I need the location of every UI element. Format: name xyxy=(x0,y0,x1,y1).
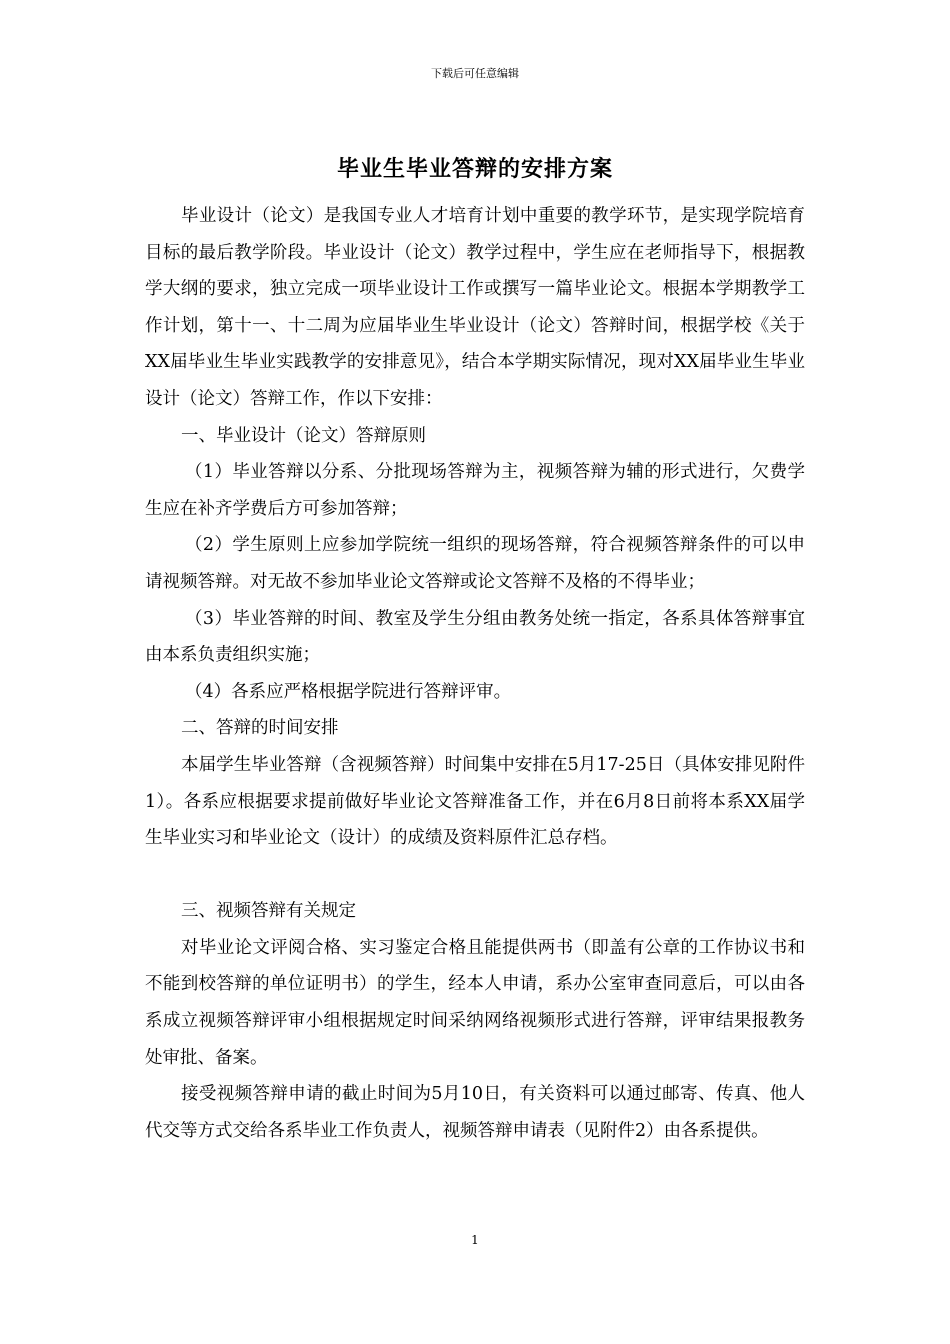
section-1-heading: 一、毕业设计（论文）答辩原则 xyxy=(181,425,426,446)
document-title: 毕业生毕业答辩的安排方案 xyxy=(336,157,613,182)
section-1-item-2: （2）学生原则上应参加学院统一组织的现场答辩，符合视频答辩条件的可以申请视频答辩。对无故不参加毕业论文答辩或论文答辩不及格的不得毕业； xyxy=(145,535,805,592)
section-1-item-4: （4）各系应严格根据学院进行答辩评审。 xyxy=(185,681,512,702)
page-number: 1 xyxy=(471,1233,479,1247)
header-note: 下载后可任意编辑 xyxy=(431,67,519,80)
blank-line xyxy=(145,857,805,894)
section-1-item-1: （1）毕业答辩以分系、分批现场答辩为主，视频答辩为辅的形式进行，欠费学生应在补齐学费后方可参加答辩； xyxy=(145,462,805,519)
section-3-paragraph-1: 对毕业论文评阅合格、实习鉴定合格且能提供两书（即盖有公章的工作协议书和不能到校答辩的单位证明书）的学生，经本人申请，系办公室审查同意后，可以由各系成立视频答辩评审小组根据规定时间采纳网络视频形式进行答辩，评审结果报教务处审批、备案。 xyxy=(145,937,805,1068)
section-3-paragraph-2: 接受视频答辩申请的截止时间为5月10日，有关资料可以通过邮寄、传真、他人代交等方式交给各系毕业工作负责人，视频答辩申请表（见附件2）由各系提供。 xyxy=(145,1084,805,1141)
section-2-heading: 二、答辩的时间安排 xyxy=(181,718,339,739)
section-1-item-3: （3）毕业答辩的时间、教室及学生分组由教务处统一指定，各系具体答辩事宜由本系负责组织实施； xyxy=(145,608,805,666)
section-3-heading: 三、视频答辩有关规定 xyxy=(181,901,356,922)
intro-paragraph: 毕业设计（论文）是我国专业人才培育计划中重要的教学环节，是实现学院培育目标的最后教学阶段。毕业设计（论文）教学过程中，学生应在老师指导下，根据教学大纲的要求，独立完成一项毕业设计工作或撰写一篇毕业论文。根据本学期教学工作计划，第十一、十二周为应届毕业生毕业设计（论文）答辩时间，根据学校《关于XX届毕业生毕业实践教学的安排意见》，结合本学期实际情况，现对XX届毕业生毕业设计（论文）答辩工作，作以下安排： xyxy=(145,206,805,409)
section-2-paragraph: 本届学生毕业答辩（含视频答辩）时间集中安排在5月17-25日（具体安排见附件1）。各系应根据要求提前做好毕业论文答辩准备工作，并在6月8日前将本系XX届学生毕业实习和毕业论文（设计）的成绩及资料原件汇总存档。 xyxy=(145,754,805,849)
document-body xyxy=(145,198,805,1149)
